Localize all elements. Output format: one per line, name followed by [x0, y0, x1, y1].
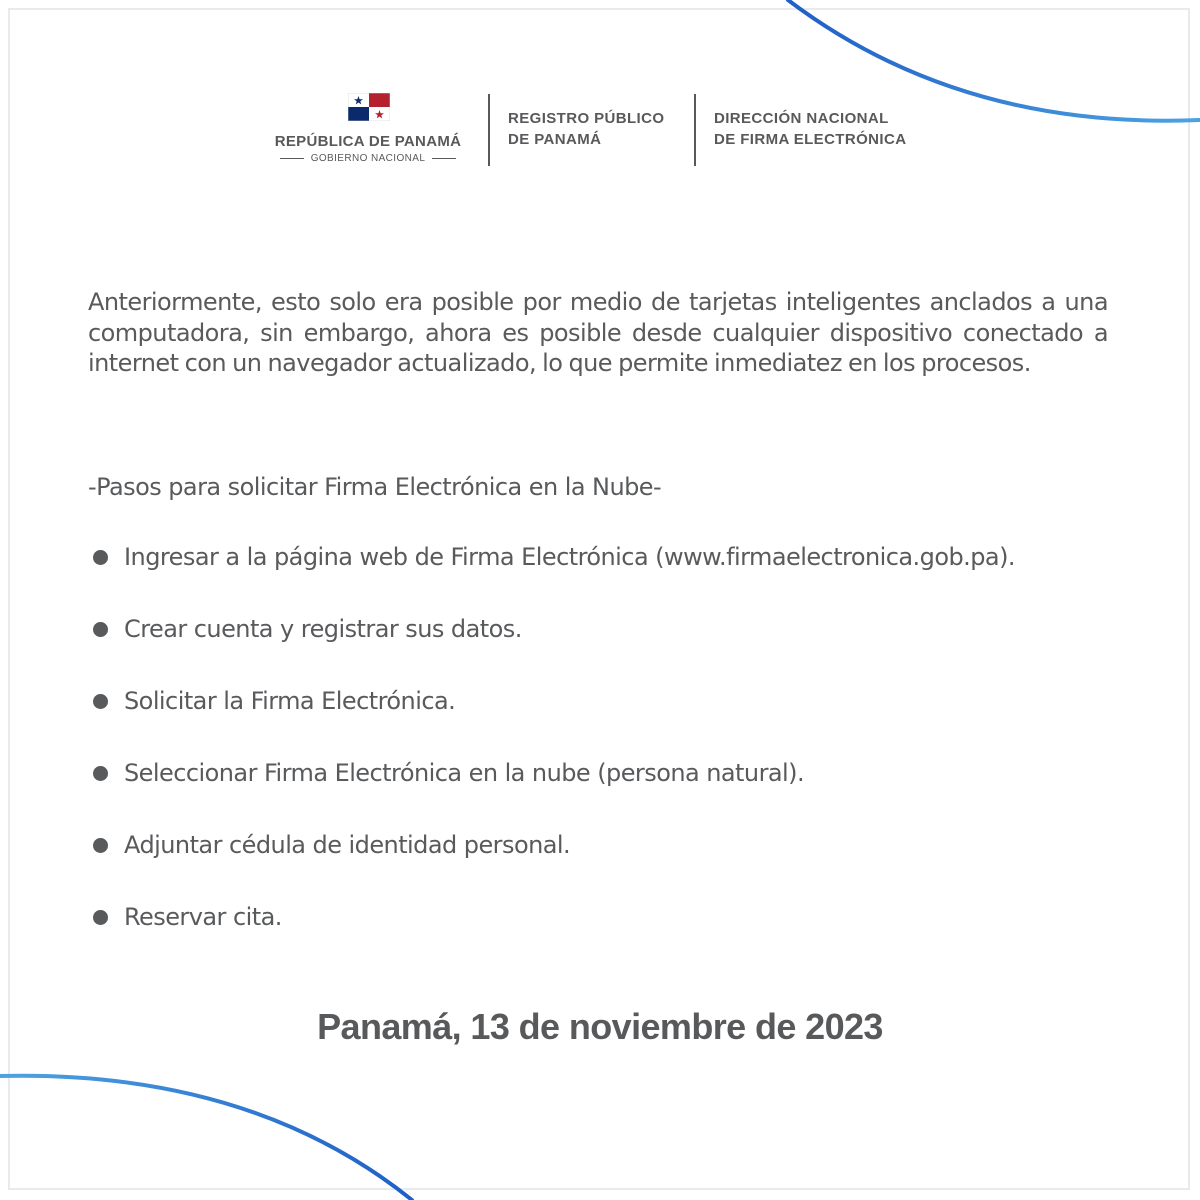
step-text: Reservar cita. [124, 903, 282, 931]
registry-name-line1: REGISTRO PÚBLICO [508, 110, 665, 127]
date-line: Panamá, 13 de noviembre de 2023 [317, 1006, 883, 1047]
step-text: Solicitar la Firma Electrónica. [124, 687, 456, 715]
header [0, 88, 1200, 178]
direction-name [714, 108, 906, 150]
list-item [88, 540, 1118, 612]
subtitle-rule-left [280, 158, 304, 159]
government-subtitle [258, 153, 478, 164]
list-item [88, 684, 1118, 756]
step-text: Adjuntar cédula de identidad personal. [124, 831, 571, 859]
header-divider-2 [694, 94, 696, 166]
panama-flag-icon [348, 93, 390, 121]
registry-name [508, 108, 664, 150]
bottom-left-arc [0, 1076, 412, 1200]
step-text: Crear cuenta y registrar sus datos. [124, 615, 522, 643]
steps-title: -Pasos para solicitar Firma Electrónica en la Nube- [88, 473, 662, 501]
bullet-icon [93, 766, 108, 781]
steps-list [88, 540, 1118, 972]
government-subtitle-text: GOBIERNO NACIONAL [310, 153, 426, 164]
bullet-icon [93, 838, 108, 853]
header-divider-1 [488, 94, 490, 166]
list-item [88, 900, 1118, 972]
government-title: REPÚBLICA DE PANAMÁ [274, 133, 462, 150]
list-item [88, 756, 1118, 828]
bullet-icon [93, 550, 108, 565]
bullet-icon [93, 910, 108, 925]
intro-paragraph: Anteriormente, esto solo era posible por medio de tarjetas inteligentes anclados a una computadora, sin embargo, ahora es posible desde cualquier dispositivo conectado a internet con un navegador actualizado, lo que permite inmediatez en los procesos. [88, 288, 1108, 377]
bullet-icon [93, 694, 108, 709]
list-item [88, 612, 1118, 684]
bullet-icon [93, 622, 108, 637]
direction-name-line1: DIRECCIÓN NACIONAL [714, 110, 889, 127]
subtitle-rule-right [432, 158, 456, 159]
step-text: Ingresar a la página web de Firma Electrónica (www.firmaelectronica.gob.pa). [124, 543, 1015, 571]
list-item [88, 828, 1118, 900]
registry-name-line2: DE PANAMÁ [508, 131, 602, 148]
direction-name-line2: DE FIRMA ELECTRÓNICA [714, 131, 907, 148]
step-text: Seleccionar Firma Electrónica en la nube (persona natural). [124, 759, 805, 787]
